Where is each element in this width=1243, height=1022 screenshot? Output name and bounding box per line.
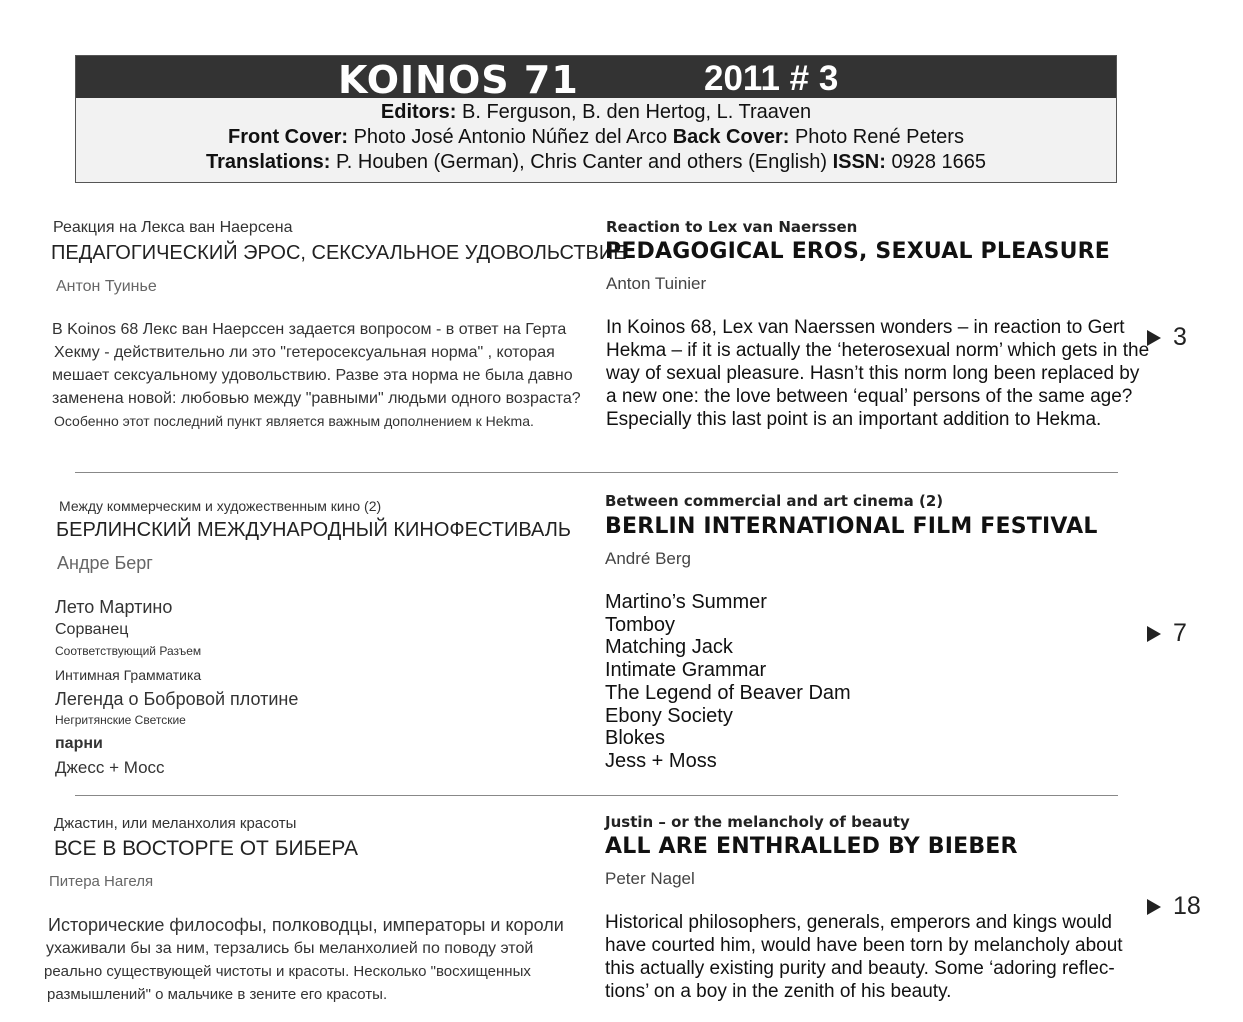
arrow-right-icon	[1147, 330, 1161, 346]
ru-film-item: парни	[55, 735, 103, 752]
en-film-item: Intimate Grammar	[605, 659, 767, 682]
en-title: ALL ARE ENTHRALLED BY BIEBER	[605, 834, 1018, 859]
en-film-item: The Legend of Beaver Dam	[605, 681, 851, 704]
ru-abstract-line: мешает сексуальному удовольствию. Разве эта норма не была давно	[52, 367, 573, 384]
ru-film-item: Негритянские Светские	[55, 713, 186, 727]
en-abstract	[605, 911, 1123, 1003]
en-abstract-line: Historical philosophers, generals, emperors and kings would	[605, 912, 1112, 933]
divider	[75, 795, 1118, 796]
en-abstract-line: In Koinos 68, Lex van Naerssen wonders – in reaction to Gert	[606, 317, 1125, 338]
ru-abstract	[46, 914, 564, 1006]
en-film-item: Ebony Society	[605, 704, 733, 727]
en-abstract-line: a new one: the love between ‘equal’ persons of the same age?	[606, 386, 1133, 407]
en-abstract-line: this actually existing purity and beauty. Some ‘adoring reflec-	[605, 958, 1115, 979]
editors-line	[76, 100, 1116, 125]
ru-abstract-line: заменена новой: любовью между "равными" людьми одного возраста?	[52, 390, 581, 407]
en-kicker: Between commercial and art cinema (2)	[605, 492, 944, 510]
ru-abstract-line: Исторические философы, полководцы, императоры и короли	[48, 915, 564, 935]
en-title: PEDAGOGICAL EROS, SEXUAL PLEASURE	[605, 239, 1111, 264]
front-cover-value: Photo José Antonio Núñez del Arco	[353, 126, 668, 148]
en-film-item: Jess + Moss	[605, 749, 717, 772]
ru-kicker: Джастин, или меланхолия красоты	[54, 815, 297, 832]
ru-film-item: Интимная Грамматика	[55, 667, 202, 683]
editors-value: B. Ferguson, B. den Hertog, L. Traaven	[462, 101, 812, 123]
en-film-item: Blokes	[605, 727, 666, 750]
ru-abstract-line: Хекму - действительно ли это "гетеросексуальная норма" , которая	[54, 344, 555, 361]
ru-film-item: Легенда о Бобровой плотине	[55, 689, 299, 709]
ru-title: БЕРЛИНСКИЙ МЕЖДУНАРОДНЫЙ КИНОФЕСТИВАЛЬ	[56, 519, 572, 541]
en-author: André Berg	[605, 549, 691, 568]
page-reference[interactable]	[1147, 323, 1187, 352]
en-film-list	[605, 591, 851, 773]
editors-label: Editors:	[380, 101, 457, 123]
ru-abstract-line: Особенно этот последний пункт является важным дополнением к Hekma.	[54, 413, 534, 429]
en-abstract-line: tions’ on a boy in the zenith of his beauty.	[605, 981, 952, 1002]
credits	[76, 98, 1116, 175]
ru-author: Антон Туинье	[56, 278, 157, 295]
ru-title: ВСЕ В ВОСТОРГЕ ОТ БИБЕРА	[54, 837, 358, 860]
translations-line	[76, 150, 1116, 175]
en-abstract-line: Hekma – if it is actually the ‘heterosexual norm’ which gets in the	[606, 340, 1150, 361]
issn-value: 0928 1665	[891, 151, 987, 173]
en-abstract-line: have courted him, would have been torn by melancholy about	[605, 935, 1123, 956]
en-abstract-line: way of sexual pleasure. Hasn’t this norm long been replaced by	[606, 363, 1140, 384]
back-cover-value: Photo René Peters	[794, 126, 964, 148]
en-film-item: Tomboy	[605, 613, 676, 636]
ru-abstract-line: В Koinos 68 Лекс ван Наерссен задается вопросом - в ответ на Герта	[52, 321, 567, 338]
ru-kicker: Между коммерческим и художественным кино (2)	[59, 498, 382, 514]
en-film-item: Matching Jack	[605, 636, 733, 659]
back-cover-label: Back Cover:	[672, 126, 790, 148]
ru-abstract-line: размышлений" о мальчике в зените его красоты.	[47, 986, 388, 1003]
issn-label: ISSN:	[832, 151, 886, 173]
page-number: 7	[1173, 619, 1187, 647]
ru-author: Андре Берг	[57, 553, 153, 573]
ru-abstract	[52, 318, 581, 433]
en-abstract	[606, 316, 1149, 431]
ru-film-item: Джесс + Мосс	[55, 758, 165, 777]
en-kicker: Reaction to Lex van Naerssen	[606, 218, 858, 236]
masthead	[75, 55, 1117, 183]
en-kicker: Justin – or the melancholy of beauty	[605, 813, 910, 831]
arrow-right-icon	[1147, 899, 1161, 915]
ru-film-item: Сорванец	[55, 621, 129, 638]
en-abstract-line: Especially this last point is an important addition to Hekma.	[606, 409, 1102, 430]
page-number: 18	[1173, 892, 1201, 920]
en-author: Anton Tuinier	[606, 274, 707, 293]
ru-abstract-line: ухаживали бы за ним, терзались бы меланхолией по поводу этой	[46, 940, 534, 957]
en-film-item: Martino’s Summer	[605, 591, 767, 613]
ru-abstract-line: реально существующей чистоты и красоты. Несколько "восхищенных	[44, 963, 531, 980]
page-reference[interactable]	[1147, 892, 1201, 921]
en-title: BERLIN INTERNATIONAL FILM FESTIVAL	[605, 514, 1098, 539]
ru-film-list	[55, 597, 298, 781]
front-cover-label: Front Cover:	[228, 126, 349, 148]
masthead-bar	[76, 56, 1116, 102]
ru-title: ПЕДАГОГИЧЕСКИЙ ЭРОС, СЕКСУАЛЬНОЕ УДОВОЛЬСТВИЕ	[51, 242, 627, 264]
ru-film-item: Соответствующий Разъем	[55, 644, 202, 658]
translations-label: Translations:	[205, 151, 331, 173]
ru-film-item: Лето Мартино	[55, 597, 173, 617]
translations-value: P. Houben (German), Chris Canter and others (English)	[336, 151, 827, 173]
arrow-right-icon	[1147, 626, 1161, 642]
ru-kicker: Реакция на Лекса ван Наерсена	[53, 219, 293, 236]
page-reference[interactable]	[1147, 619, 1187, 648]
magazine-title: KOINOS 71	[338, 58, 579, 102]
en-author: Peter Nagel	[605, 869, 695, 888]
divider	[75, 472, 1118, 473]
covers-line	[76, 125, 1116, 150]
ru-author: Питера Нагеля	[49, 873, 154, 890]
page-number: 3	[1173, 323, 1187, 351]
issue-number: 2011 # 3	[704, 59, 839, 98]
